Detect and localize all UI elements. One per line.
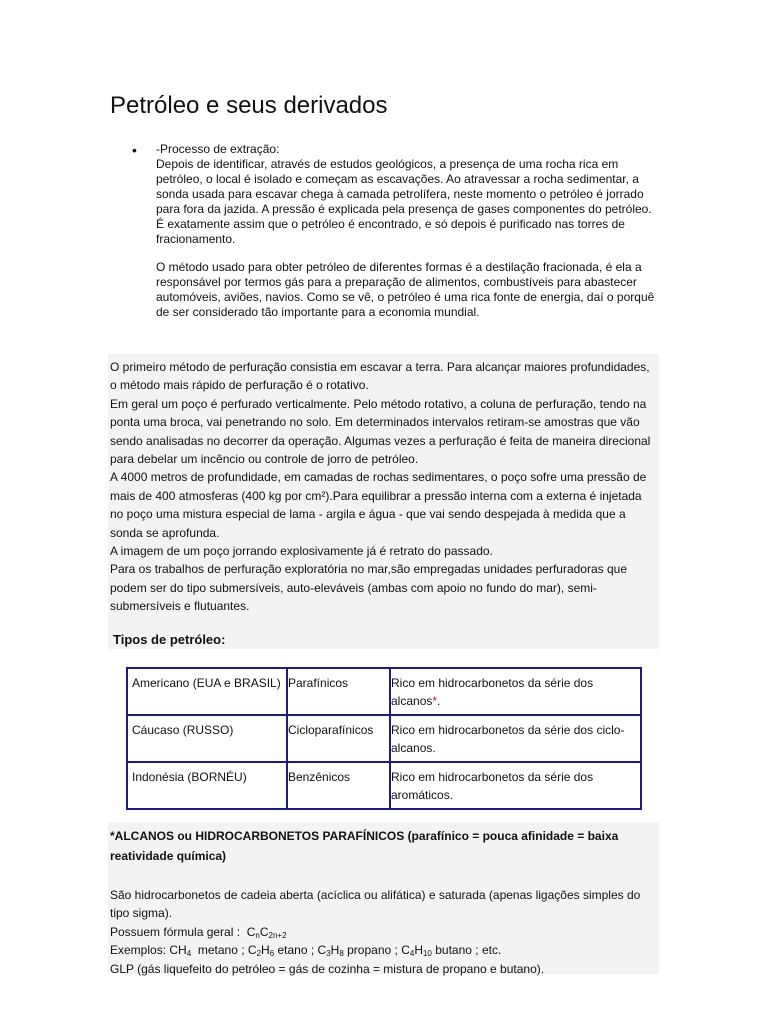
type-cell: Benzênicos [287, 762, 390, 809]
formula-sub: 6 [269, 949, 275, 959]
drilling-text: O primeiro método de perfuração consistia em escavar a terra. Para alcançar maiores profundidades, o método mais rápido de perfuração é o rotativo. Em geral um poço é perfurado verticalmente. Pelo método rotativo, a coluna de perfuração, tendo na ponta uma broca, vai penetrando no solo. Em determinados intervalos retiram-se amostras que vão sendo analisadas no decorrer da operação. Algumas vezes a perfuração é feita de maneira direcional para debelar um incêncio ou controle de jorro de petróleo. A 4000 metros de profundidade, em camadas de rochas sedimentares, o poço sofre uma pressão de mais de 400 atmosferas (400 kg por cm²).Para equilibrar a pressão interna com a externa é injetada no poço uma mistura especial de lama - argila e água - que vai sendo despejada à medida que a sonda se aprofunda. A imagem de um poço jorrando explosivamente já é retrato do passado. Para os trabalhos de perfuração exploratória no mar,são empregadas unidades perfuradoras que podem ser do tipo submersíveis, auto-eleváveis (ambas com apoio no fundo do mar), semi-submersíveis e flutuantes. [110, 360, 651, 614]
formula-part: C [317, 943, 327, 958]
formula-part: C [401, 943, 410, 958]
description-cell: Rico em hidrocarbonetos da série dos aromáticos. [390, 762, 641, 809]
type-cell: Parafínicos [287, 668, 390, 715]
table-row [127, 762, 641, 809]
description-cell: Rico em hidrocarbonetos da série dos ciclo-alcanos. [390, 715, 641, 762]
formula-sub: 8 [339, 949, 344, 959]
petroleum-types-heading: Tipos de petróleo: [113, 632, 226, 647]
extraction-bullet [156, 142, 664, 320]
origin-cell: Cáucaso (RUSSO) [127, 715, 287, 762]
formula-label: Possuem fórmula geral : [110, 924, 241, 939]
bullet-icon: • [132, 142, 137, 158]
origin-cell: Americano (EUA e BRASIL) [127, 668, 287, 715]
general-formula [108, 923, 659, 941]
distillation-paragraph: O método usado para obter petróleo de diferentes formas é a destilação fracionada, é ela a responsável por termos gás para a preparação de alimentos, combustíveis para abastecer automóveis, aviões, navios. Como se vê, o petróleo é uma rica fonte de energia, daí o porquê de ser considerado tão importante para a economia mundial. [156, 260, 655, 319]
alkanes-definition: São hidrocarbonetos de cadeia aberta (acíclica ou alifática) e saturada (apenas ligações simples do tipo sigma). [110, 888, 641, 921]
compound-name: metano ; [197, 943, 245, 958]
description-tail: . [437, 694, 441, 708]
footnote-mark: * [432, 694, 438, 708]
formula-sub: 2n+2 [268, 930, 287, 940]
formula-sub: 3 [326, 949, 331, 959]
formula-sub: 2 [256, 949, 262, 959]
compound-name: butano ; etc. [435, 943, 502, 958]
glp-line: GLP (gás liquefeito do petróleo = gás de cozinha = mistura de propano e butano). [110, 961, 545, 976]
formula-sub: 4 [409, 949, 415, 959]
examples-line [108, 941, 659, 959]
alkanes-heading: *ALCANOS ou HIDROCARBONETOS PARAFÍNICOS (parafínico = pouca afinidade = baixa reatividade química) [110, 829, 619, 863]
alkanes-section [108, 822, 659, 974]
formula-sub: n [255, 930, 260, 940]
type-cell: Cicloparafínicos [287, 715, 390, 762]
formula-part: C [246, 924, 256, 939]
petroleum-types-table [126, 667, 642, 810]
description-cell [390, 668, 641, 715]
origin-cell: Indonésia (BORNÉU) [127, 762, 287, 809]
extraction-paragraph: -Processo de extração: Depois de identificar, através de estudos geológicos, a presença de uma rocha rica em petróleo, o local é isolado e começam as escavações. Ao atravessar a rocha sedimentar, a sonda usada para escavar chega à camada petrolífera, neste momento o petróleo é jorrado para fora da jazida. A pressão é explicada pela presença de gases componentes do petróleo. É exatamente assim que o petróleo é encontrado, e só depois é purificado nas torres de fracionamento. [156, 142, 652, 246]
formula-part: H [261, 943, 270, 958]
table-row [127, 715, 641, 762]
table-row [127, 668, 641, 715]
compound-name: propano ; [347, 943, 398, 958]
page-title: Petróleo e seus derivados [110, 92, 388, 119]
formula-part: C [247, 943, 257, 958]
formula-part: H [414, 943, 423, 958]
formula-sub: 10 [422, 949, 432, 959]
formula-part: H [330, 943, 340, 958]
formula-sub: 4 [186, 949, 192, 959]
compound-name: etano ; [277, 943, 315, 958]
formula-part: C [259, 924, 269, 939]
formula-part: CH [169, 943, 187, 958]
examples-label: Exemplos: [110, 943, 167, 958]
description-text: Rico em hidrocarbonetos da série dos alcanos [391, 676, 594, 708]
drilling-section [108, 354, 659, 649]
